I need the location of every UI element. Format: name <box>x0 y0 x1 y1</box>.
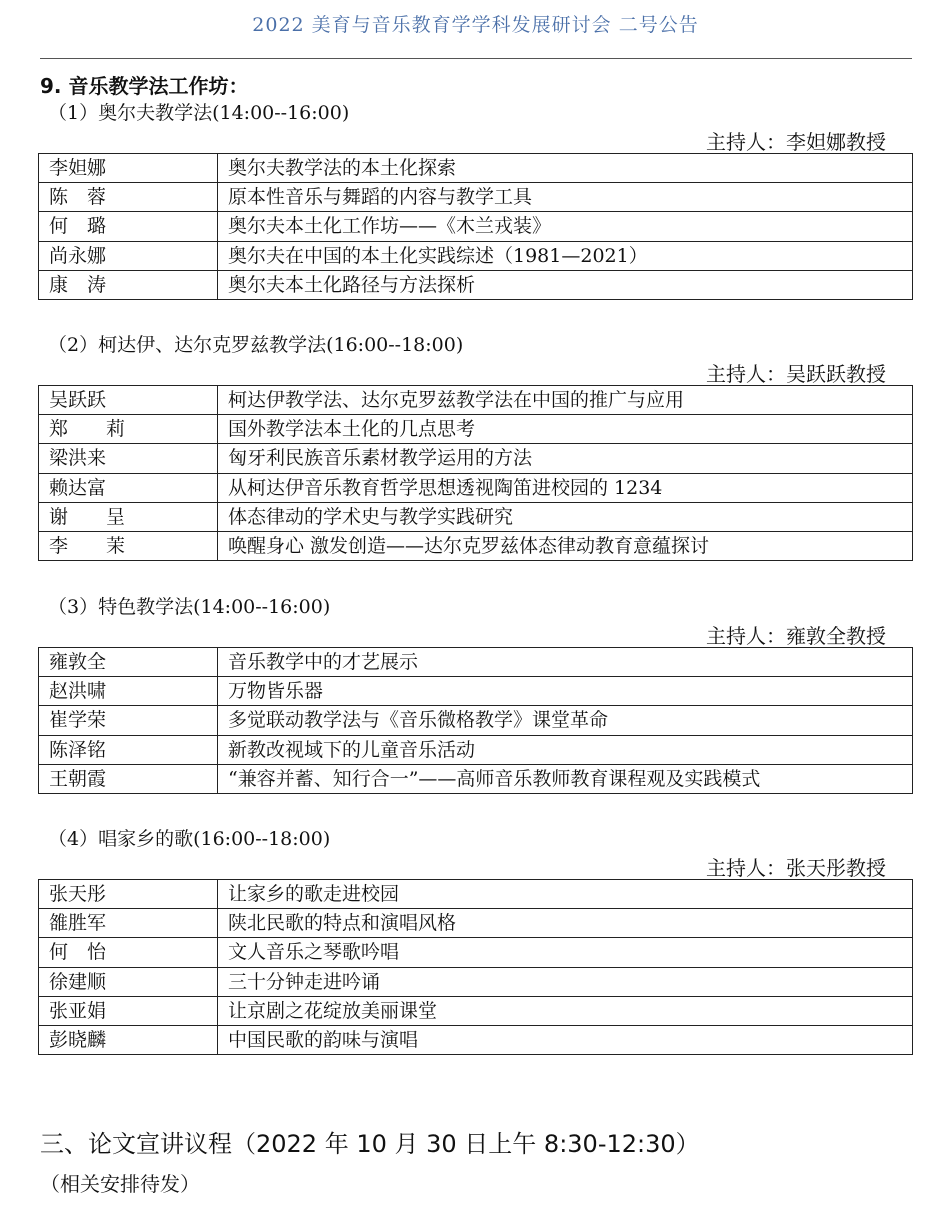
speaker-name: 雍敦全 <box>39 648 218 677</box>
table-row <box>39 183 913 212</box>
group-2-subtitle: （2）柯达伊、达尔克罗兹教学法(16:00--18:00) <box>48 334 464 356</box>
table-row <box>39 677 913 706</box>
speaker-name: 梁洪来 <box>39 444 218 473</box>
table-row <box>39 1025 913 1054</box>
group-4-table <box>38 879 913 1055</box>
speaker-name: 郑 莉 <box>39 415 218 444</box>
talk-topic: 音乐教学中的才艺展示 <box>218 648 913 677</box>
speaker-name: 谢 呈 <box>39 502 218 531</box>
talk-topic: 三十分钟走进吟诵 <box>218 967 913 996</box>
group-3-table <box>38 647 913 794</box>
table-row <box>39 735 913 764</box>
speaker-name: 何 怡 <box>39 938 218 967</box>
table-row <box>39 967 913 996</box>
table-row <box>39 415 913 444</box>
speaker-name: 张亚娟 <box>39 996 218 1025</box>
table-row <box>39 531 913 560</box>
group-1-table <box>38 153 913 300</box>
speaker-name: 李 茉 <box>39 531 218 560</box>
table-row <box>39 880 913 909</box>
group-4-host: 主持人：张天彤教授 <box>706 856 886 880</box>
talk-topic: 奥尔夫本土化工作坊——《木兰戎装》 <box>218 212 913 241</box>
speaker-name: 李妲娜 <box>39 154 218 183</box>
talk-topic: 让家乡的歌走进校园 <box>218 880 913 909</box>
table-row <box>39 502 913 531</box>
speaker-name: 王朝霞 <box>39 764 218 793</box>
speaker-name: 尚永娜 <box>39 241 218 270</box>
talk-topic: 奥尔夫教学法的本土化探索 <box>218 154 913 183</box>
speaker-name: 陈泽铭 <box>39 735 218 764</box>
talk-topic: 文人音乐之琴歌吟唱 <box>218 938 913 967</box>
group-2-table <box>38 385 913 561</box>
table-row <box>39 473 913 502</box>
page-header-title: 2022 美育与音乐教育学学科发展研讨会 二号公告 <box>252 14 699 36</box>
table-row <box>39 386 913 415</box>
talk-topic: 唤醒身心 激发创造——达尔克罗兹体态律动教育意蕴探讨 <box>218 531 913 560</box>
table-row <box>39 154 913 183</box>
section-title: 9. 音乐教学法工作坊： <box>40 74 249 98</box>
talk-topic: 奥尔夫在中国的本土化实践综述（1981—2021） <box>218 241 913 270</box>
talk-topic: 国外教学法本土化的几点思考 <box>218 415 913 444</box>
group-3-subtitle: （3）特色教学法(14:00--16:00) <box>48 596 331 618</box>
talk-topic: 从柯达伊音乐教育哲学思想透视陶笛进校园的 1234 <box>218 473 913 502</box>
table-row <box>39 764 913 793</box>
talk-topic: 中国民歌的韵味与演唱 <box>218 1025 913 1054</box>
talk-topic: 奥尔夫本土化路径与方法探析 <box>218 270 913 299</box>
speaker-name: 张天彤 <box>39 880 218 909</box>
talk-topic: 多觉联动教学法与《音乐微格教学》课堂革命 <box>218 706 913 735</box>
group-1-host: 主持人：李妲娜教授 <box>706 130 886 154</box>
talk-topic: 柯达伊教学法、达尔克罗兹教学法在中国的推广与应用 <box>218 386 913 415</box>
table-row <box>39 241 913 270</box>
speaker-name: 吴跃跃 <box>39 386 218 415</box>
talk-topic: 陕北民歌的特点和演唱风格 <box>218 909 913 938</box>
talk-topic: 体态律动的学术史与教学实践研究 <box>218 502 913 531</box>
speaker-name: 徐建顺 <box>39 967 218 996</box>
table-row <box>39 909 913 938</box>
table-row <box>39 212 913 241</box>
talk-topic: 匈牙利民族音乐素材教学运用的方法 <box>218 444 913 473</box>
group-2-host: 主持人：吴跃跃教授 <box>706 362 886 386</box>
speaker-name: 赖达富 <box>39 473 218 502</box>
header-divider <box>40 58 912 59</box>
speaker-name: 彭晓麟 <box>39 1025 218 1054</box>
table-row <box>39 648 913 677</box>
speaker-name: 崔学荣 <box>39 706 218 735</box>
table-row <box>39 270 913 299</box>
table-row <box>39 706 913 735</box>
table-row <box>39 444 913 473</box>
speaker-name: 雒胜军 <box>39 909 218 938</box>
table-row <box>39 996 913 1025</box>
talk-topic: 原本性音乐与舞蹈的内容与教学工具 <box>218 183 913 212</box>
group-3-host: 主持人：雍敦全教授 <box>706 624 886 648</box>
talk-topic: 万物皆乐器 <box>218 677 913 706</box>
talk-topic: 让京剧之花绽放美丽课堂 <box>218 996 913 1025</box>
group-1-subtitle: （1）奥尔夫教学法(14:00--16:00) <box>48 102 350 124</box>
talk-topic: “兼容并蓄、知行合一”——高师音乐教师教育课程观及实践模式 <box>218 764 913 793</box>
group-4-subtitle: （4）唱家乡的歌(16:00--18:00) <box>48 828 331 850</box>
speaker-name: 康 涛 <box>39 270 218 299</box>
part3-note: （相关安排待发） <box>40 1172 200 1196</box>
speaker-name: 何 璐 <box>39 212 218 241</box>
part3-heading: 三、论文宣讲议程（2022 年 10 月 30 日上午 8:30-12:30） <box>40 1130 700 1158</box>
table-row <box>39 938 913 967</box>
talk-topic: 新教改视域下的儿童音乐活动 <box>218 735 913 764</box>
speaker-name: 赵洪啸 <box>39 677 218 706</box>
speaker-name: 陈 蓉 <box>39 183 218 212</box>
